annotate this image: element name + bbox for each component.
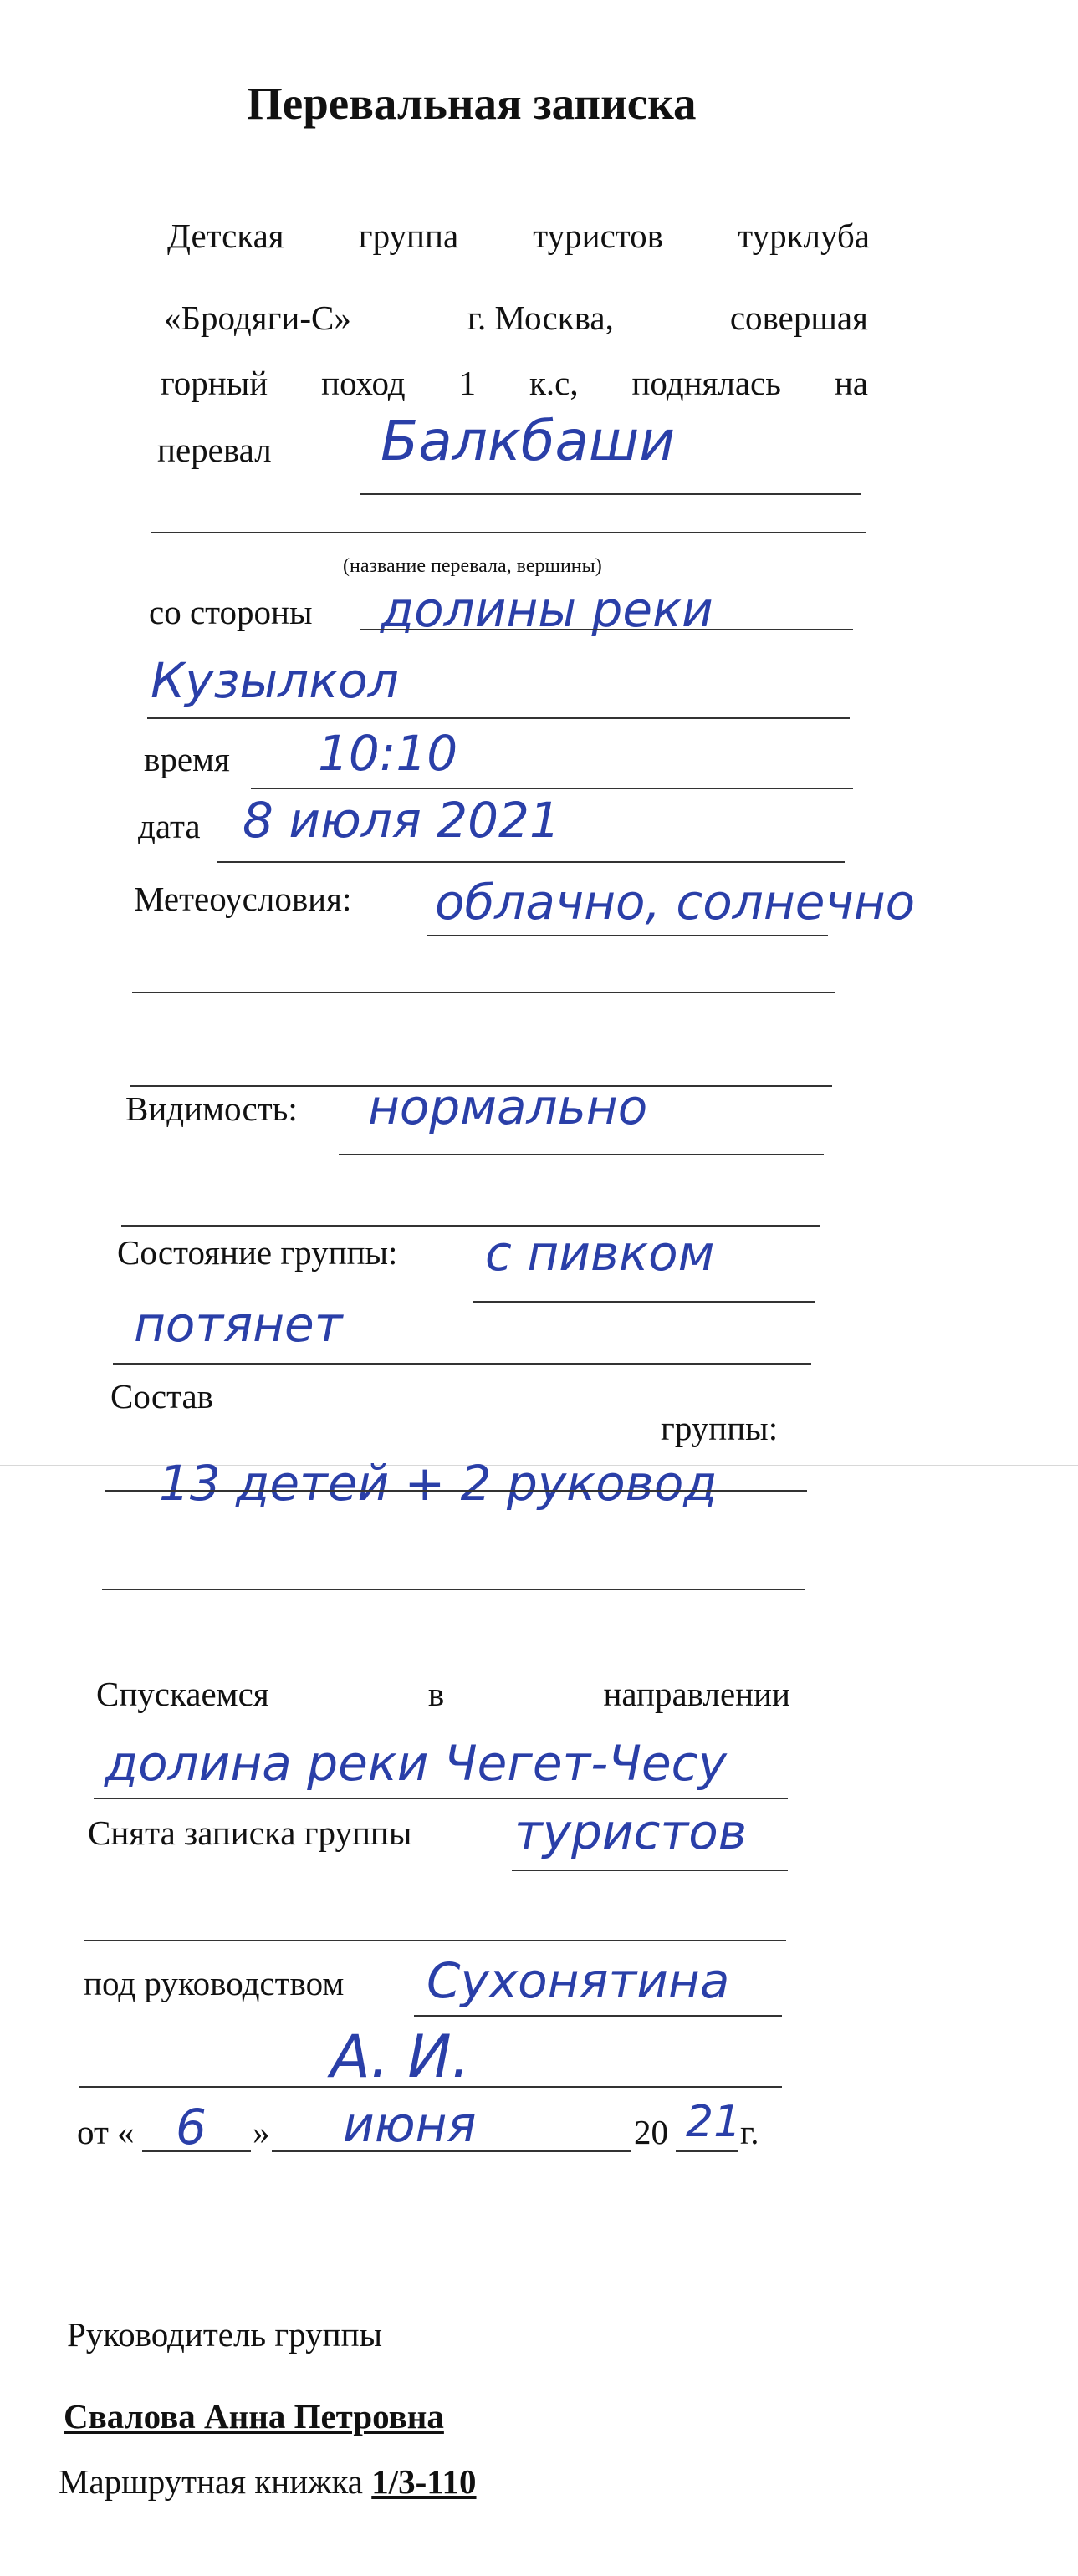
leader-role: Руководитель группы (67, 2315, 383, 2354)
side-value-1: долины реки (381, 581, 713, 638)
composition-underline (105, 1490, 807, 1492)
intro-line-2 (164, 298, 868, 337)
descend-word: направлении (603, 1675, 790, 1713)
descend-underline (94, 1798, 788, 1799)
group-state-underline-2 (113, 1363, 811, 1365)
from-date-prefix: от « (77, 2113, 135, 2151)
intro-word: Детская (167, 217, 284, 255)
time-underline (251, 788, 853, 789)
time-value: 10:10 (318, 725, 458, 782)
leader-underline-2 (79, 2086, 782, 2088)
side-value-2: Кузылкол (151, 652, 399, 709)
taken-label: Снята записка группы (88, 1813, 412, 1852)
intro-word: поднялась (631, 364, 781, 402)
from-date-month: июня (343, 2096, 477, 2153)
from-date-day-underline (142, 2150, 251, 2152)
intro-word: 1 (458, 364, 477, 402)
from-date-mid: » (253, 2113, 270, 2151)
visibility-extra-line (121, 1225, 820, 1227)
descend-line (96, 1677, 790, 1711)
pass-hint: (название перевала, вершины) (343, 555, 602, 577)
route-book-label: Маршрутная книжка (59, 2462, 363, 2501)
intro-word: группа (358, 217, 459, 255)
pass-underline-2 (151, 532, 866, 533)
group-state-value-2: потянет (134, 1296, 343, 1353)
taken-extra-line (84, 1940, 786, 1941)
taken-underline (512, 1870, 788, 1871)
side-label: со стороны (149, 593, 313, 631)
from-date-year-prefix: 20 (634, 2113, 668, 2151)
leader-name: Свалова Анна Петровна (64, 2397, 444, 2436)
intro-word: турклуба (738, 217, 870, 255)
composition-label-right: группы: (661, 1409, 779, 1447)
descend-word: Спускаемся (96, 1675, 269, 1713)
date-underline (217, 861, 845, 863)
descend-value: долина реки Чегет-Чесу (105, 1735, 727, 1792)
group-state-label: Состояние группы: (117, 1233, 398, 1272)
leader-value-2: А. И. (330, 2023, 471, 2091)
weather-extra-line-1 (132, 992, 835, 993)
intro-word: поход (321, 364, 406, 402)
intro-line-3 (161, 366, 868, 400)
route-book-number: 1/3-110 (371, 2462, 477, 2501)
group-state-underline (473, 1301, 815, 1303)
date-label: дата (138, 807, 201, 845)
from-date-day: 6 (176, 2099, 207, 2155)
leader-label: под руководством (84, 1964, 345, 2002)
pass-value: Балкбаши (381, 409, 676, 473)
from-date-year-suffix: 21 (686, 2097, 742, 2147)
from-date-month-underline (272, 2150, 631, 2152)
intro-line-1 (167, 219, 870, 253)
composition-extra-line (102, 1589, 805, 1590)
from-date-suffix: г. (740, 2113, 759, 2151)
weather-label: Метеоусловия: (134, 880, 352, 918)
descend-word: в (427, 1675, 445, 1713)
group-state-value-1: с пивком (485, 1225, 715, 1282)
intro-word: «Бродяги-С» (164, 298, 351, 337)
intro-word: г. Москва, (467, 298, 614, 337)
weather-value: облачно, солнечно (435, 874, 916, 931)
taken-value: туристов (514, 1803, 747, 1860)
visibility-label: Видимость: (125, 1089, 298, 1128)
leader-value-1: Сухонятина (427, 1952, 730, 2009)
composition-label-left: Состав (110, 1377, 214, 1416)
pass-underline (360, 493, 861, 495)
intro-word: горный (161, 364, 268, 402)
intro-word: совершая (729, 298, 868, 337)
time-label: время (144, 740, 230, 778)
intro-word: туристов (533, 217, 664, 255)
route-book (59, 2462, 477, 2501)
visibility-underline (339, 1154, 824, 1155)
leader-underline (414, 2015, 782, 2017)
side-underline (360, 629, 853, 630)
intro-word: на (834, 364, 868, 402)
from-date-year-underline (676, 2150, 738, 2152)
page-title: Перевальная записка (247, 78, 697, 129)
composition-value: 13 детей + 2 руковод (159, 1455, 718, 1512)
pass-label: перевал (157, 431, 272, 469)
date-value: 8 июля 2021 (243, 792, 560, 849)
side-underline-2 (147, 717, 850, 719)
intro-word: к.с, (529, 364, 579, 402)
weather-underline (427, 935, 828, 936)
visibility-value: нормально (368, 1079, 648, 1135)
